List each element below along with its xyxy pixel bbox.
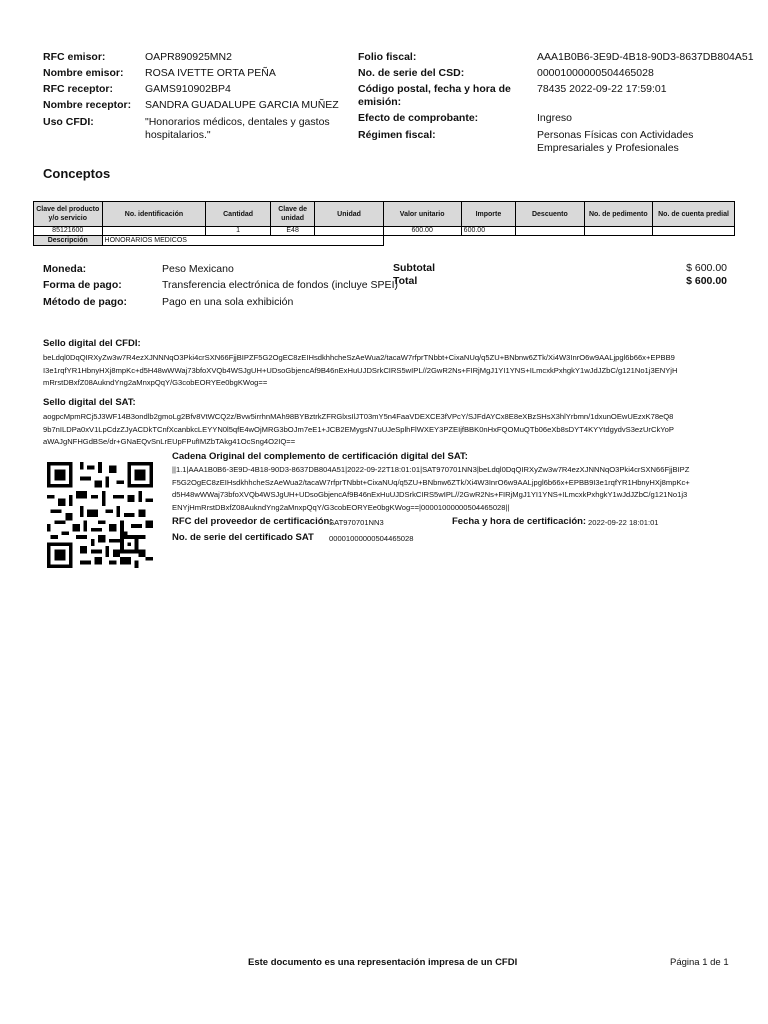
table-header: No. de cuenta predial (653, 202, 735, 227)
sello-cfdi-line: beLdql0DqQIRXyZw3w7R4ezXJNNNqO3Pki4crSXN66FjjBIPZF5G2OgEC8zEIHsdkhhcheSzAeWua2/tacaW7rfprTNbbt+CixaNUq/q5ZU+BNbnw6ZTk/Xi4W3InrO6w9AALjpgl6b66x+EPBB9 (43, 353, 675, 362)
table-cell: 600.00 (461, 227, 516, 236)
metodo-pago-value: Pago en una sola exhibición (162, 296, 294, 308)
moneda-value: Peso Mexicano (162, 263, 234, 275)
sello-sat-line: aWAJgNFHGdBSe/dr+GNaEQvSnLrEUpFPufIMZbTAkg41OcSng4O2IQ== (43, 437, 296, 446)
conceptos-table (33, 201, 735, 246)
serie-csd-value: 00001000000504465028 (537, 67, 654, 79)
rfc-receptor-value: GAMS910902BP4 (145, 83, 231, 95)
efecto-label: Efecto de comprobante: (358, 112, 479, 124)
qr-code-icon (47, 462, 153, 568)
table-header-row (34, 202, 735, 227)
sello-cfdi-line: mRrstDBxfZ08AukndYng2aMnxpQqY/G3cobEORYEe0bgKWog== (43, 378, 268, 387)
rfc-receptor-label: RFC receptor: (43, 83, 114, 95)
table-header: Descuento (516, 202, 584, 227)
table-header: Cantidad (206, 202, 270, 227)
codigo-postal-label: Código postal, fecha y hora de emisión: (358, 83, 511, 108)
cadena-line: F5G2OgEC8zEIHsdkhhcheSzAeWua2/tacaW7rfprTNbbt+CixaNUq/q5ZU+BNbnw6ZTk/Xi4W3InrO6w9AALjpgl6b66x+EPBB9I3e1rqfYR1HbnyHXj8mpKc+ (172, 477, 690, 487)
forma-pago-label: Forma de pago: (43, 279, 122, 291)
regimen-label: Régimen fiscal: (358, 129, 436, 141)
serie-csd-label: No. de serie del CSD: (358, 67, 465, 79)
footer-note: Este documento es una representación impresa de un CFDI (248, 957, 518, 968)
table-cell: 1 (206, 227, 270, 236)
table-cell: E48 (270, 227, 315, 236)
table-header: Clave del producto y/o servicio (34, 202, 103, 227)
serie-certificado-value: 00001000000504465028 (329, 534, 414, 543)
table-header: Importe (461, 202, 516, 227)
nombre-emisor-label: Nombre emisor: (43, 67, 124, 79)
moneda-label: Moneda: (43, 263, 87, 275)
nombre-receptor-value: SANDRA GUADALUPE GARCIA MUÑEZ (145, 99, 339, 111)
table-header: No. identificación (102, 202, 206, 227)
metodo-pago-label: Método de pago: (43, 296, 127, 308)
description-label: Descripción (34, 236, 103, 246)
folio-fiscal-value: AAA1B0B6-3E9D-4B18-90D3-8637DB804A51 (537, 51, 754, 63)
efecto-value: Ingreso (537, 112, 573, 124)
sello-sat-label: Sello digital del SAT: (43, 397, 136, 408)
uso-cfdi-value: "Honorarios médicos, dentales y gastos hospitalarios." (145, 116, 330, 141)
table-row (34, 227, 735, 236)
uso-cfdi-label: Uso CFDI: (43, 116, 94, 128)
codigo-postal-value: 78435 2022-09-22 17:59:01 (537, 83, 667, 95)
table-cell (102, 227, 206, 236)
rfc-proveedor-value: SAT970701NN3 (329, 518, 384, 527)
table-header: No. de pedimento (584, 202, 652, 227)
table-header: Unidad (315, 202, 383, 227)
total-value: $ 600.00 (686, 275, 727, 287)
sello-sat-value (43, 411, 743, 449)
nombre-receptor-label: Nombre receptor: (43, 99, 132, 111)
rfc-emisor-label: RFC emisor: (43, 51, 106, 63)
cadena-line: ENYjHmRrstDBxfZ08AukndYng2aMnxpQqY/G3cobEORYEe0bgKWog==|00001000000504465028|| (172, 502, 510, 512)
cadena-line: ||1.1|AAA1B0B6-3E9D-4B18-90D3-8637DB804A51|2022-09-22T18:01:01|SAT970701NN3|beLdql0DqQIRXyZw3w7R4ezXJNNNqO3Pki4crSXN66FjjBIPZ (172, 465, 690, 474)
table-cell (584, 227, 652, 236)
page-number: Página 1 de 1 (670, 957, 729, 968)
table-cell (653, 227, 735, 236)
serie-certificado-label: No. de serie del certificado SAT (172, 532, 314, 543)
regimen-value: Personas Físicas con Actividades Empresariales y Profesionales (537, 129, 694, 154)
table-cell (516, 227, 584, 236)
table-cell: 600.00 (383, 227, 461, 236)
sello-sat-line: aogpcMpmRCj5J3WF14B3ondlb2gmoLg2Bfv8VtWCQ2z/Bvw5irrhnMAh98BYBztrkZFRGlxsIlJT03mY5n4FaaVDEXCE3fVPcY/SJFdAYCx8E8eXBzSHsX3hlYrbmn/1dxunOEwUEzxK78eQ8 (43, 412, 674, 421)
table-header: Valor unitario (383, 202, 461, 227)
sello-sat-line: 9b7nILDPa0xV1LpCdzZJyACDkTCnfXcanbkcLEYYN0l5qfE4wOjMRG3bOJm7eE1+JCB2EMygsN7uUJeSplhFlWXEY3PZEIjfBBK0nHxFQOMuQTb06eXb8sDYT4KYYtdgydvS3ezUrCkYoP (43, 424, 674, 434)
nombre-emisor-value: ROSA IVETTE ORTA PEÑA (145, 67, 276, 79)
subtotal-value: $ 600.00 (686, 262, 727, 274)
forma-pago-value: Transferencia electrónica de fondos (incluye SPEI) (162, 279, 398, 291)
fecha-certificacion-value: 2022-09-22 18:01:01 (588, 518, 659, 527)
cadena-original-value (172, 464, 738, 514)
rfc-emisor-value: OAPR890925MN2 (145, 51, 232, 63)
cadena-original-label: Cadena Original del complemento de certificación digital del SAT: (172, 451, 468, 462)
table-cell: 85121600 (34, 227, 103, 236)
table-header: Clave de unidad (270, 202, 315, 227)
fecha-certificacion-label: Fecha y hora de certificación: (452, 516, 587, 527)
conceptos-title: Conceptos (43, 166, 111, 181)
description-row (34, 236, 735, 246)
folio-fiscal-label: Folio fiscal: (358, 51, 417, 63)
sello-cfdi-label: Sello digital del CFDI: (43, 338, 141, 349)
subtotal-label: Subtotal (393, 262, 435, 274)
sello-cfdi-line: I3e1rqfYR1HbnyHXj8mpKc+d5H48wWWaj73bfoXVQb4WSJgUH+UDsoGbjencAf9B46nExHuUJDSrkCIRS5wIPL//2GwR2Ns+FIRjMgJ1YI1YNS+ILmcxkPxhgkY1wJdJZbC/g121No1j3ENYjH (43, 365, 678, 375)
sello-cfdi-value (43, 352, 743, 390)
description-value: HONORARIOS MEDICOS (102, 236, 383, 246)
table-cell (315, 227, 383, 236)
rfc-proveedor-label: RFC del proveedor de certificación: (172, 516, 333, 527)
total-label: Total (393, 275, 418, 287)
cadena-line: d5H48wWWaj73bfoXVQb4WSJgUH+UDsoGbjencAf9B46nExHuUJDSrkCIRS5wIPL//2GwR2Ns+FIRjMgJ1YI1YNS+ILmcxkPxhgkY1wJdJZbC/g121No1j3 (172, 490, 688, 499)
